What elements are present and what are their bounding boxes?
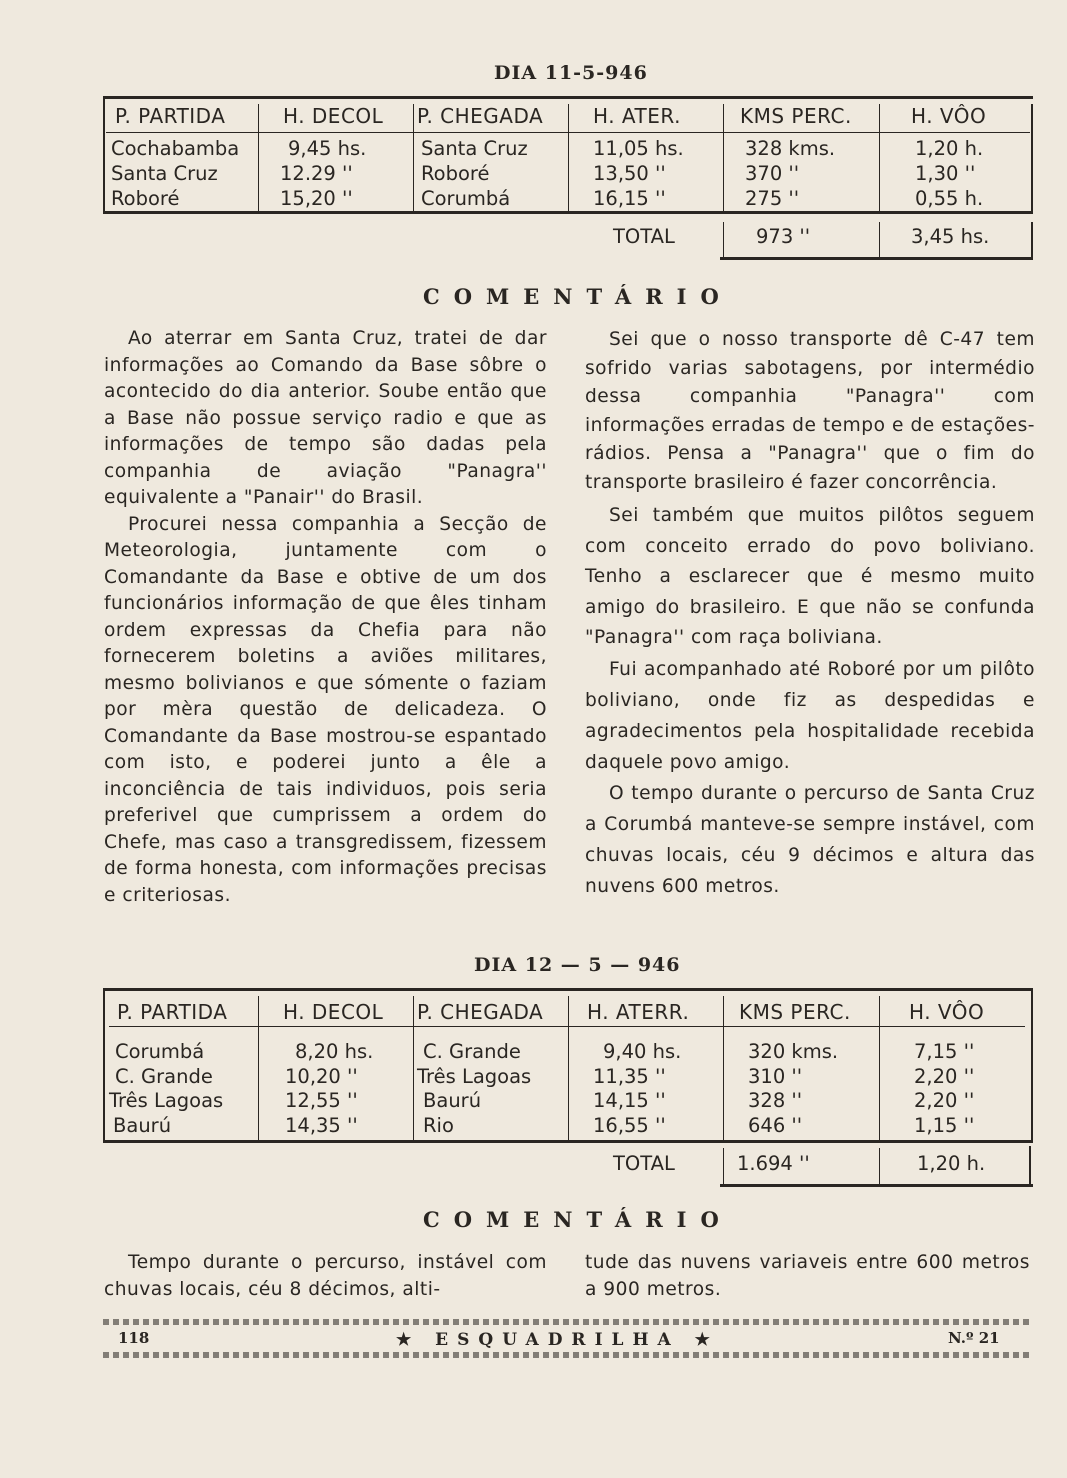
day2-table: P. PARTIDA H. DECOL P. CHEGADA H. ATERR. KMS PERC. H. VÔO Corumbá 8,20 hs. C. Grande 9,40 hs. 320 kms. 7,15 '' C. Grande 10,20 '' Três Lagoas 11,35 '' 310 '' 2,20 '' Três Lagoas 12,55 '' Baurú 14,15 '' 328 '' 2,20 '' Baurú 14,35 '' Rio 16,55 '' 646 '' 1,15 '' TOTAL 1.694 '' 1,20 h.	[103, 988, 1033, 1188]
footer-top-rule	[103, 1319, 1029, 1325]
comment1-left-paragraph: Procurei nessa companhia a Secção de Meteorologia, juntamente com o Comandante da Base e obtive de um dos funcionários informação de que êles tinham ordem expressas da Chefia para não fornecerem boletins a aviões militares, mesmo bolivianos e que sómente o faziam por mèra questão de delicadeza. O Comandante da Base mostrou-se espantado com isto, e poderei junto a êle a inconciência de tais individuos, pois seria preferivel que cumprissem a ordem do Chefe, mas caso a transgredissem, fizessem de forma honesta, com informações precisas e criteriosas.	[104, 513, 547, 906]
day2-title: DIA 12 — 5 — 946	[474, 954, 681, 976]
comment1-left-column	[104, 326, 547, 909]
day2-header-flight-hours: H. VÔO	[909, 1000, 985, 1024]
comment2-left-paragraph: Tempo durante o percurso, instável com chuvas locais, céu 8 décimos, alti-	[104, 1252, 547, 1300]
day2-total-label: TOTAL	[613, 1152, 675, 1175]
day2-header-kms: KMS PERC.	[739, 1000, 851, 1024]
day1-title: DIA 11-5-946	[494, 62, 648, 84]
comment2-right-paragraph: tude das nuvens variaveis entre 600 metros a 900 metros.	[585, 1252, 1030, 1300]
comment1-left-paragraph: Ao aterrar em Santa Cruz, tratei de dar informações ao Comando da Base sôbre o acontecido do dia anterior. Soube então que a Base não possue serviço radio e que as informações de tempo são dadas pela companhia de aviação "Panagra'' equivalente a "Panair'' do Brasil.	[104, 328, 547, 508]
footer-magazine-title: ★ ESQUADRILHA ★	[396, 1330, 719, 1350]
comment1-right-paragraph: Sei também que muitos pilôtos seguem com conceito errado do povo boliviano. Tenho a esclarecer que é mesmo muito amigo do brasileiro. E que não se confunda "Panagra'' com raça boliviana.	[585, 505, 1035, 648]
day2-header-departure: P. PARTIDA	[117, 1000, 228, 1024]
day2-total-hours: 1,20 h.	[917, 1152, 986, 1175]
day1-header-arrival: P. CHEGADA	[417, 104, 544, 128]
day2-header-landing: H. ATERR.	[587, 1000, 690, 1024]
footer-issue-number: N.º 21	[948, 1329, 1000, 1347]
day1-total-hours: 3,45 hs.	[911, 225, 990, 248]
day2-total-kms: 1.694 ''	[737, 1152, 810, 1175]
day1-total-label: TOTAL	[613, 225, 675, 248]
day2-header-arrival: P. CHEGADA	[417, 1000, 544, 1024]
day1-header-takeoff: H. DECOL	[283, 104, 384, 128]
day1-total-kms: 973 ''	[756, 225, 811, 248]
comment1-right-column	[585, 326, 1035, 902]
comment1-right-paragraph: O tempo durante o percurso de Santa Cruz a Corumbá manteve-se sempre instável, com chuvas locais, céu 9 décimos e altura das nuvens 600 metros.	[585, 782, 1035, 897]
comment1-right-paragraph: Sei que o nosso transporte dê C-47 tem sofrido varias sabotagens, por intermédio dessa companhia "Panagra'' com informações erradas de tempo e de estações-rádios. Pensa a "Panagra'' que o fim do transporte brasileiro é fazer concorrência.	[585, 329, 1035, 493]
day1-header-flight-hours: H. VÔO	[911, 104, 987, 128]
comment1-right-paragraph: Fui acompanhado até Roboré por um pilôto boliviano, onde fiz as despedidas e agradecimentos pela hospitalidade recebida daquele povo amigo.	[585, 658, 1035, 773]
day1-table: P. PARTIDA H. DECOL P. CHEGADA H. ATER. KMS PERC. H. VÔO Cochabamba 9,45 hs. Santa Cruz 11,05 hs. 328 kms. 1,20 h. Santa Cruz 12.29 '' Roboré 13,50 '' 370 '' 1,30 '' Roboré 15,20 '' Corumbá 16,15 '' 275 '' 0,55 h. TOTAL 973 '' 3,45 hs.	[103, 96, 1033, 266]
day1-header-landing: H. ATER.	[593, 104, 681, 128]
comment2-left-column	[104, 1250, 547, 1303]
comment2-title: COMENTÁRIO	[423, 1207, 733, 1232]
footer-bottom-rule	[103, 1352, 1029, 1358]
day1-header-departure: P. PARTIDA	[115, 104, 226, 128]
day2-header-takeoff: H. DECOL	[283, 1000, 384, 1024]
comment2-right-column	[585, 1250, 1030, 1303]
day1-header-kms: KMS PERC.	[740, 104, 852, 128]
comment1-title: COMENTÁRIO	[423, 284, 733, 309]
footer-page-number: 118	[118, 1329, 150, 1347]
